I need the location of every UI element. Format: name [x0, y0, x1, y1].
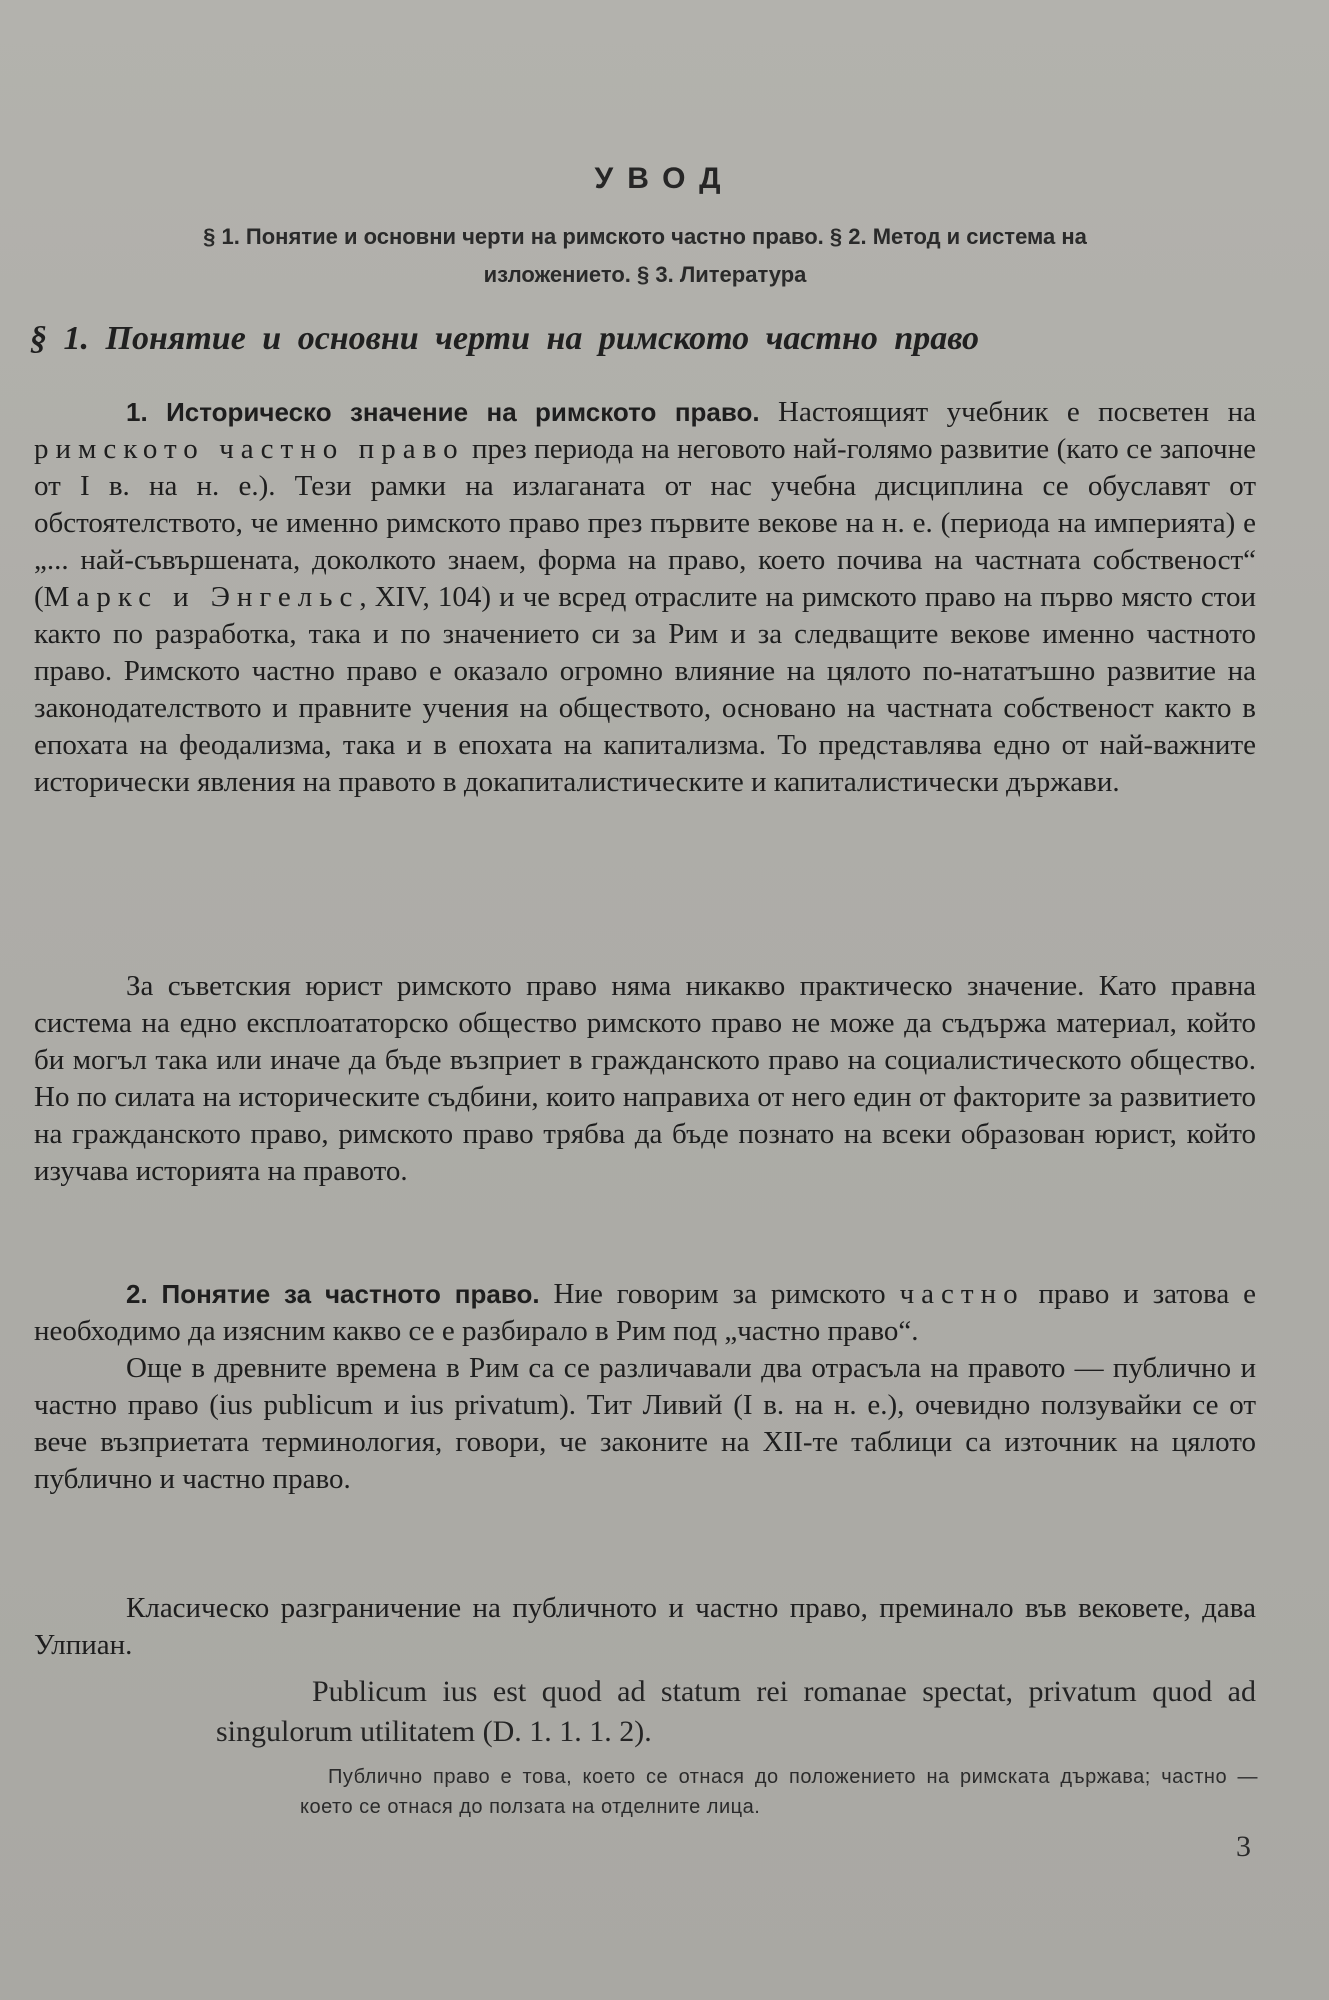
paragraph-text: Още в древните времена в Рим са се различавали два отрасъла на правото — публично и частно право (ius publicum и ius privatum). Тит Ливий (I в. на н. е.), очевидно ползувайки се от вече възприетата терминология, говори, че законите на XII-те таблици са източник на цялото публично и частно право. — [34, 1352, 1256, 1495]
paragraph-lead: 2. Понятие за частното право. — [126, 1279, 540, 1309]
contents-line-1: § 1. Понятие и основни черти на римското частно право. § 2. Метод и система на — [203, 224, 1087, 249]
paragraph-text: през периода на неговото най-голямо развитие (като се започне от I в. на н. е.). Тези рамки на излаганата от нас учебна дисциплина се обуславят от обстоятелството, че именно римското право през първите векове на н. е. (периода на империята) е „... най-съвършената, доколкото знаем, форма на право, което почива на частната собственост“ ( — [34, 433, 1256, 613]
paragraph-text: Ние говорим за римското — [539, 1278, 900, 1310]
contents-line-2: изложението. § 3. Литература — [483, 262, 807, 287]
paragraph-lead: 1. Историческо значение на римското право. — [126, 397, 760, 427]
spaced-emphasis: частно — [899, 1278, 1025, 1310]
paragraph-text: Класическо разграничение на публичното и частно право, преминало във вековете, дава Улпиан. — [34, 1592, 1256, 1661]
paragraph-historical-significance — [34, 394, 1256, 801]
paragraph-text: Настоящият учебник е посветен на — [759, 396, 1256, 428]
quote-translation — [300, 1762, 1258, 1822]
paragraph-private-law-concept — [34, 1276, 1256, 1498]
latin-quote-text: Publicum ius est quod ad statum rei romanae spectat, privatum quod ad singulorum utilitatem (D. 1. 1. 1. 2). — [216, 1675, 1256, 1748]
chapter-contents — [90, 218, 1200, 294]
paragraph-soviet-jurist — [34, 968, 1256, 1190]
latin-quote — [216, 1672, 1256, 1752]
section-heading: § 1. Понятие и основни черти на римското частно право — [30, 320, 979, 357]
paragraph-text: , XIV, 104) и че всред отраслите на римското право на първо място стои както по разработка, така и по значението си за Рим и за следващите векове именно частното право. Римското частно право е оказало огромно влияние на цялото по-нататъшно развитие на законодателството и правните учения на обществото, основано на частната собственост както в епохата на феодализма, така и в епохата на капитализма. То представлява едно от най-важните исторически явления на правото в докапиталистическите и капиталистически държави. — [34, 581, 1256, 798]
spaced-emphasis: римското частно право — [34, 433, 465, 465]
spaced-emphasis: Маркс и Энгельс — [43, 581, 360, 613]
paragraph-text: право и затова е необходимо да изясним какво се е разбирало в Рим под „частно право“. — [34, 1278, 1257, 1347]
paragraph-ulpian — [34, 1590, 1256, 1664]
paragraph-text: За съветския юрист римското право няма никакво практическо значение. Като правна система на едно експлоататорско общество римското право не може да съдържа материал, който би могъл така или иначе да бъде възприет в гражданското право на социалистическото общество. Но по силата на историческите съдбини, които направиха от него един от факторите за развитието на гражданското право, римското право трябва да бъде познато на всеки образован юрист, който изучава историята на правото. — [34, 970, 1256, 1187]
chapter-title: УВОД — [594, 162, 735, 195]
page-number: 3 — [1236, 1830, 1251, 1863]
translation-text: Публично право е това, което се отнася до положението на римската държава; частно — което се отнася до ползата на отделните лица. — [300, 1766, 1258, 1818]
